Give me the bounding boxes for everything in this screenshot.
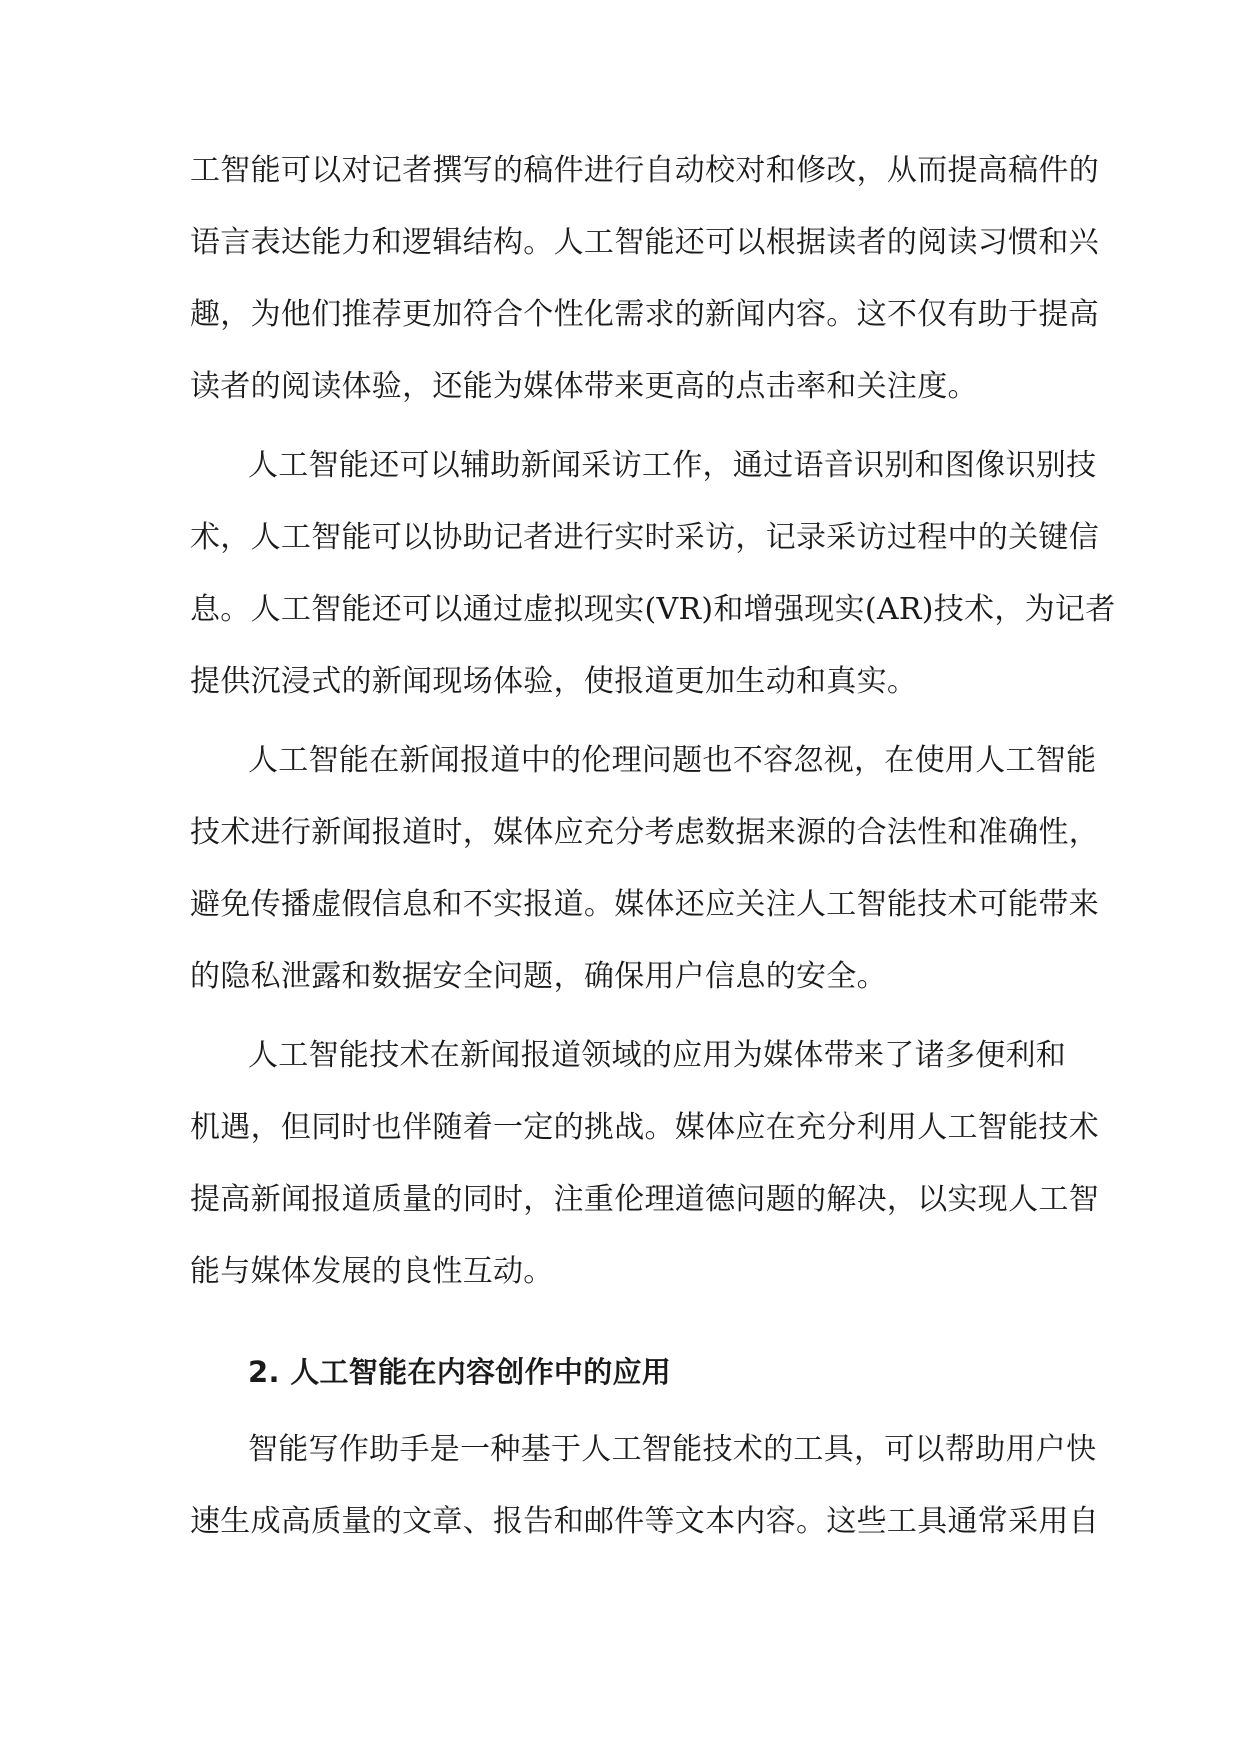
paragraph-3-line-1: 人工智能在新闻报道中的伦理问题也不容忽视，在使用人工智能	[248, 743, 1097, 778]
section-paragraph-line-2: 速生成高质量的文章、报告和邮件等文本内容。这些工具通常采用自	[190, 1504, 1099, 1539]
paragraph-4-line-1: 人工智能技术在新闻报道领域的应用为媒体带来了诸多便利和	[248, 1038, 1067, 1073]
paragraph-2-line-1: 人工智能还可以辅助新闻采访工作，通过语音识别和图像识别技	[248, 448, 1097, 483]
section-heading: 2. 人工智能在内容创作中的应用	[248, 1355, 672, 1389]
paragraph-3-line-3: 避免传播虚假信息和不实报道。媒体还应关注人工智能技术可能带来	[190, 887, 1099, 922]
section-paragraph-line-1: 智能写作助手是一种基于人工智能技术的工具，可以帮助用户快	[248, 1432, 1097, 1467]
paragraph-1-line-3: 趣，为他们推荐更加符合个性化需求的新闻内容。这不仅有助于提高	[190, 297, 1099, 332]
paragraph-1-line-1: 工智能可以对记者撰写的稿件进行自动校对和修改，从而提高稿件的	[190, 153, 1099, 188]
paragraph-2-line-4: 提供沉浸式的新闻现场体验，使报道更加生动和真实。	[190, 664, 918, 699]
paragraph-1-line-2: 语言表达能力和逻辑结构。人工智能还可以根据读者的阅读习惯和兴	[190, 225, 1099, 260]
paragraph-1-line-4: 读者的阅读体验，还能为媒体带来更高的点击率和关注度。	[190, 369, 978, 404]
paragraph-2-line-3: 息。人工智能还可以通过虚拟现实(VR)和增强现实(AR)技术，为记者	[190, 592, 1116, 627]
paragraph-4-line-3: 提高新闻报道质量的同时，注重伦理道德问题的解决，以实现人工智	[190, 1182, 1099, 1217]
paragraph-2-line-2: 术，人工智能可以协助记者进行实时采访，记录采访过程中的关键信	[190, 520, 1099, 555]
paragraph-4-line-2: 机遇，但同时也伴随着一定的挑战。媒体应在充分利用人工智能技术	[190, 1110, 1099, 1145]
paragraph-3-line-2: 技术进行新闻报道时，媒体应充分考虑数据来源的合法性和准确性，	[190, 815, 1099, 850]
paragraph-4-line-4: 能与媒体发展的良性互动。	[190, 1254, 554, 1289]
paragraph-3-line-4: 的隐私泄露和数据安全问题，确保用户信息的安全。	[190, 959, 887, 994]
